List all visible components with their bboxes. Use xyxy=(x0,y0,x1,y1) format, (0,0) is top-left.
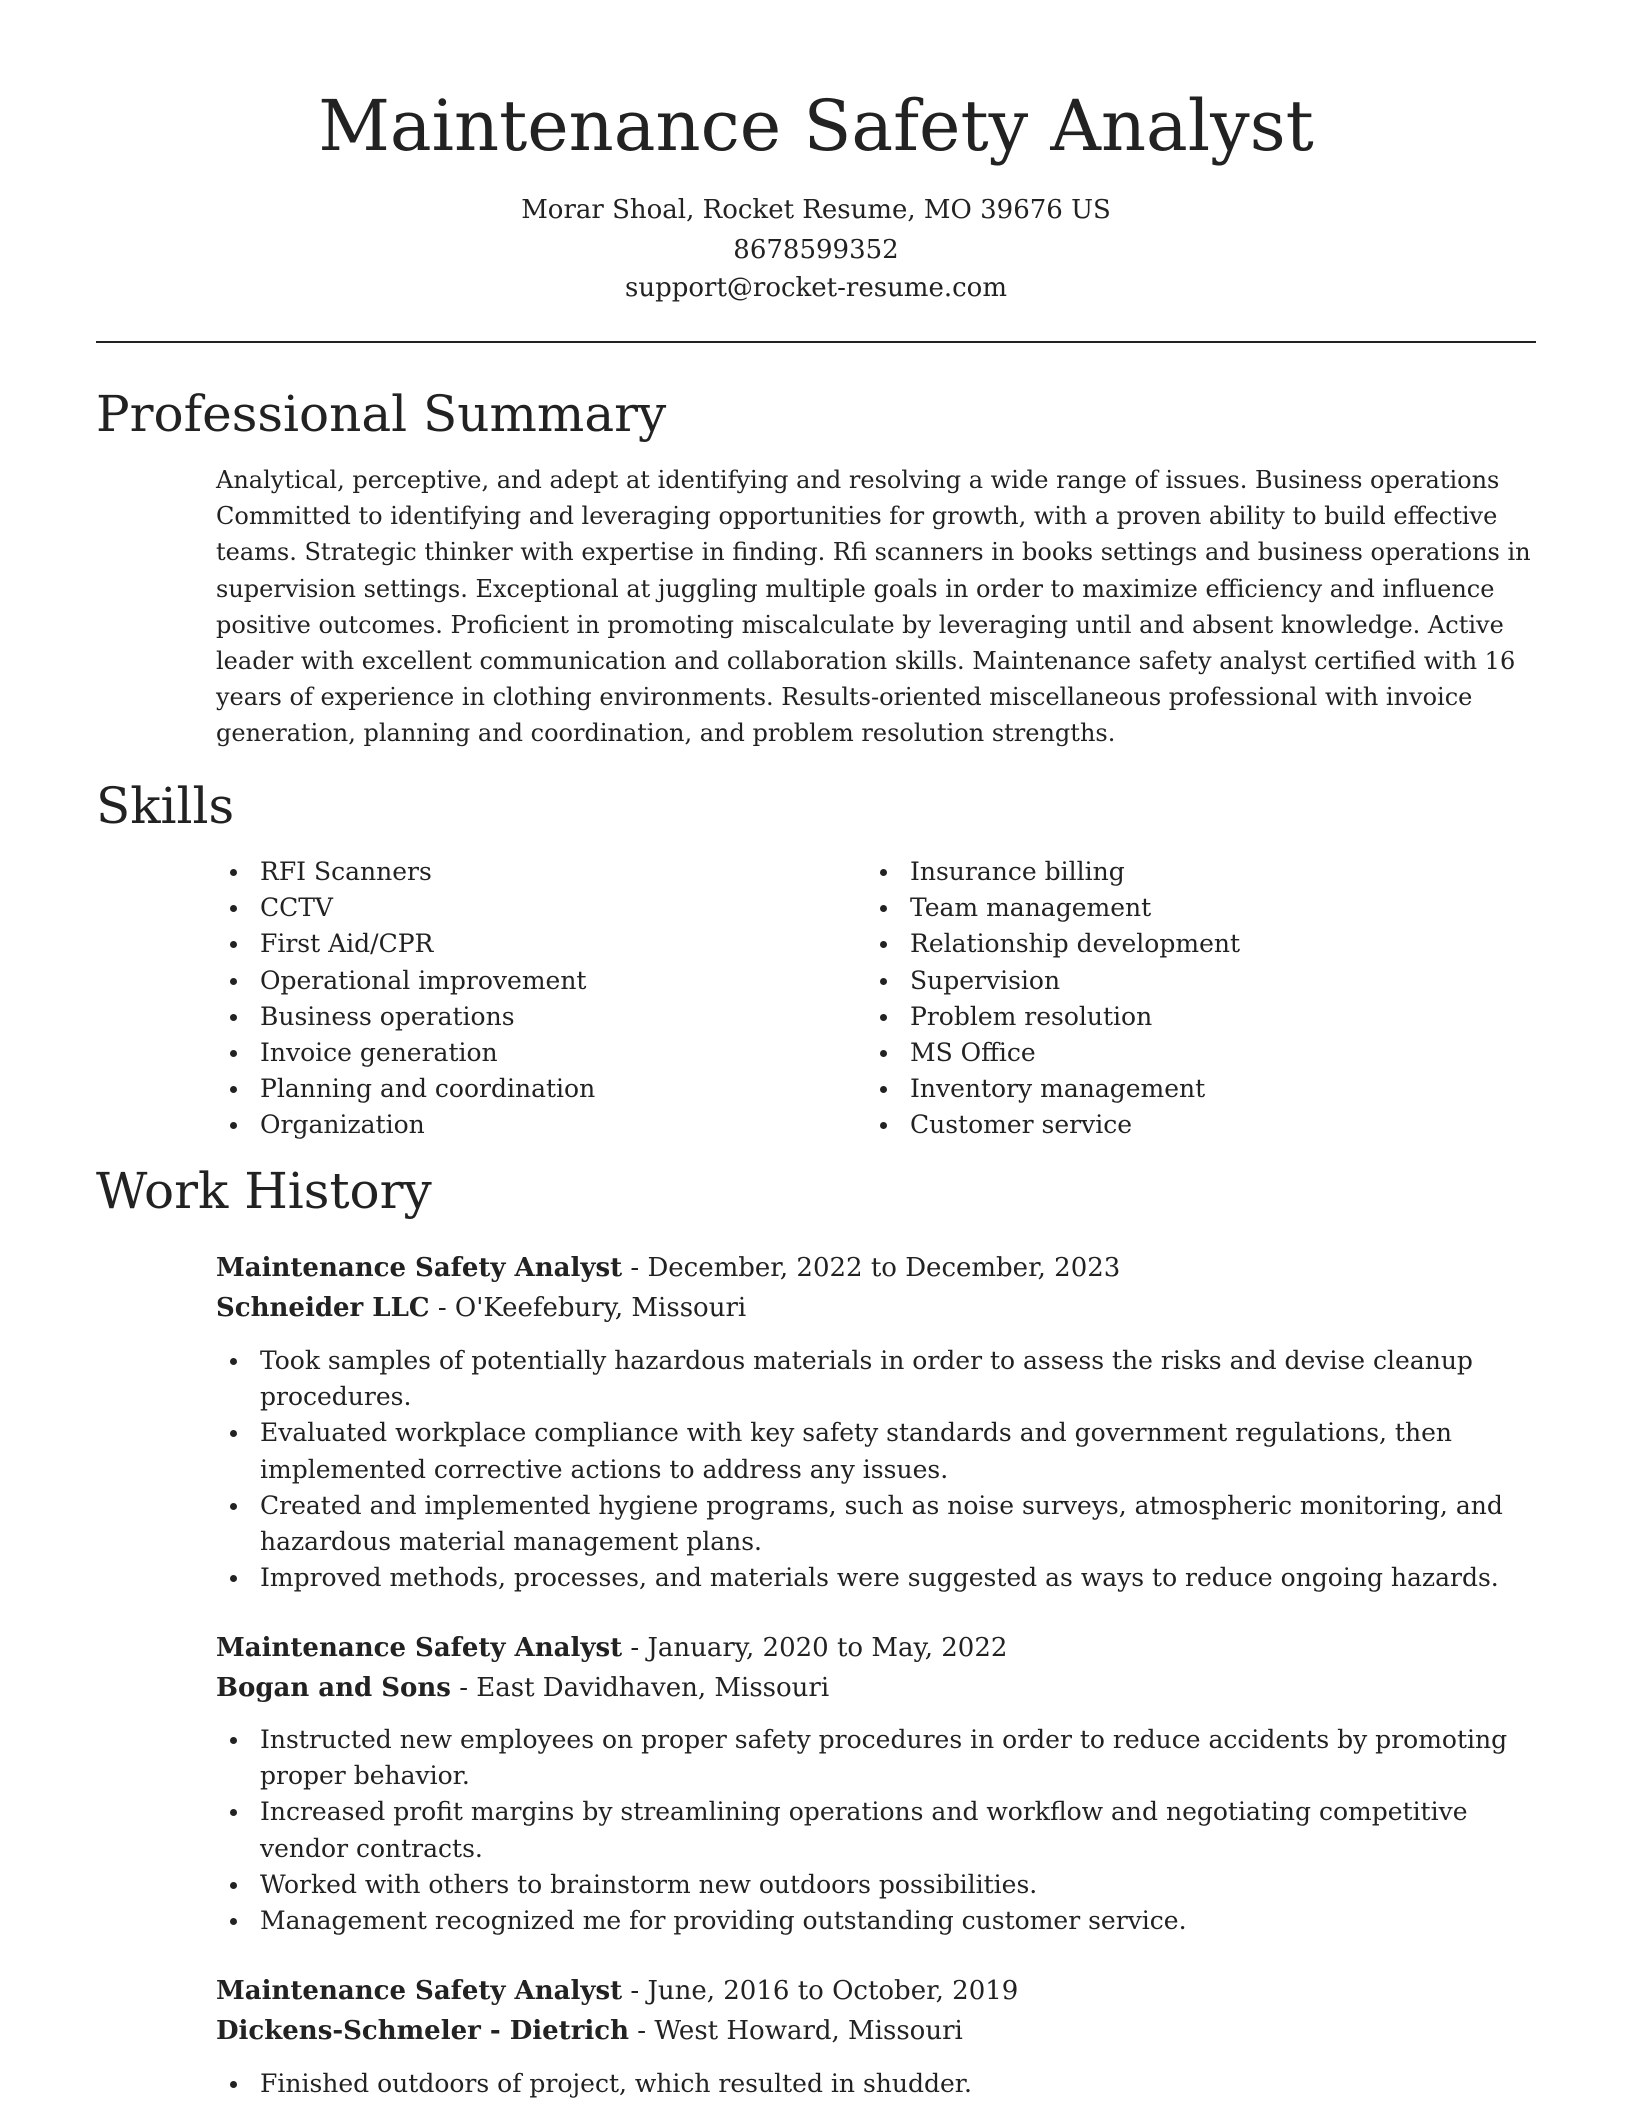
job-location: - West Howard, Missouri xyxy=(629,2016,963,2046)
job-bullets xyxy=(216,1722,1546,1939)
job-dates: - June, 2016 to October, 2019 xyxy=(622,1976,1019,2006)
job-company: Bogan and Sons xyxy=(216,1673,451,1703)
work-history-heading: Work History xyxy=(96,1162,432,1220)
job-bullet: Management recognized me for providing outstanding customer service. xyxy=(216,1903,1546,1939)
skill-item: Customer service xyxy=(866,1107,1526,1143)
contact-phone: 8678599352 xyxy=(733,235,899,265)
job-title-line xyxy=(216,1971,1018,2011)
skill-item: Relationship development xyxy=(866,926,1526,962)
job-title-line xyxy=(216,1628,1007,1668)
skill-item: MS Office xyxy=(866,1035,1526,1071)
skill-item: Insurance billing xyxy=(866,854,1526,890)
job-bullet: Instructed new employees on proper safety procedures in order to reduce accidents by promoting proper behavior. xyxy=(216,1722,1546,1794)
skill-item: Team management xyxy=(866,890,1526,926)
skill-item: Invoice generation xyxy=(216,1035,856,1071)
job-company-line xyxy=(216,1288,746,1328)
job-bullets xyxy=(216,2066,1546,2102)
skill-item: Organization xyxy=(216,1107,856,1143)
summary-text: Analytical, perceptive, and adept at identifying and resolving a wide range of issues. Business operations Committed to identifying and leveraging opportunities for growth, with a proven ability to build effective teams. Strategic thinker with expertise in finding. Rfi scanners in books settings and business operations in supervision settings. Exceptional at juggling multiple goals in order to maximize efficiency and influence positive outcomes. Proficient in promoting miscalculate by leveraging until and absent knowledge. Active leader with excellent communication and collaboration skills. Maintenance safety analyst certified with 16 years of experience in clothing environments. Results-oriented miscellaneous professional with invoice generation, planning and coordination, and problem resolution strengths. xyxy=(216,466,1531,748)
skills-list-left xyxy=(216,854,856,1144)
job-company-line xyxy=(216,2011,963,2051)
contact-email: support@rocket-resume.com xyxy=(624,273,1007,303)
job-title-line xyxy=(216,1248,1120,1288)
job-bullets xyxy=(216,1343,1546,1596)
skill-item: Inventory management xyxy=(866,1071,1526,1107)
skill-item: Operational improvement xyxy=(216,963,856,999)
job-bullet: Took samples of potentially hazardous materials in order to assess the risks and devise cleanup procedures. xyxy=(216,1343,1546,1415)
job-role: Maintenance Safety Analyst xyxy=(216,1633,623,1663)
job-bullet: Increased profit margins by streamlining operations and workflow and negotiating competitive vendor contracts. xyxy=(216,1794,1546,1866)
summary-heading: Professional Summary xyxy=(96,385,667,443)
skill-item: Business operations xyxy=(216,999,856,1035)
job-company: Dickens-Schmeler - Dietrich xyxy=(216,2016,630,2046)
job-company-line xyxy=(216,1668,829,1708)
job-location: - East Davidhaven, Missouri xyxy=(450,1673,830,1703)
job-location: - O'Keefebury, Missouri xyxy=(429,1293,747,1323)
skill-item: Planning and coordination xyxy=(216,1071,856,1107)
job-dates: - January, 2020 to May, 2022 xyxy=(622,1633,1008,1663)
skills-list-right xyxy=(866,854,1526,1144)
job-bullet: Finished outdoors of project, which resulted in shudder. xyxy=(216,2066,1546,2102)
job-dates: - December, 2022 to December, 2023 xyxy=(622,1253,1121,1283)
job-bullet: Evaluated workplace compliance with key safety standards and government regulations, then implemented corrective actions to address any issues. xyxy=(216,1415,1546,1487)
skill-item: RFI Scanners xyxy=(216,854,856,890)
job-bullet: Improved methods, processes, and materials were suggested as ways to reduce ongoing hazards. xyxy=(216,1560,1546,1596)
job-bullet: Created and implemented hygiene programs, such as noise surveys, atmospheric monitoring, and hazardous material management plans. xyxy=(216,1488,1546,1560)
header-divider xyxy=(96,341,1536,343)
skill-item: Supervision xyxy=(866,963,1526,999)
job-role: Maintenance Safety Analyst xyxy=(216,1976,623,2006)
skill-item: Problem resolution xyxy=(866,999,1526,1035)
skill-item: CCTV xyxy=(216,890,856,926)
skills-heading: Skills xyxy=(96,777,235,835)
resume-title: Maintenance Safety Analyst xyxy=(318,85,1314,167)
job-company: Schneider LLC xyxy=(216,1293,430,1323)
job-role: Maintenance Safety Analyst xyxy=(216,1253,623,1283)
job-bullet: Worked with others to brainstorm new outdoors possibilities. xyxy=(216,1867,1546,1903)
contact-address: Morar Shoal, Rocket Resume, MO 39676 US xyxy=(521,195,1111,225)
skill-item: First Aid/CPR xyxy=(216,926,856,962)
